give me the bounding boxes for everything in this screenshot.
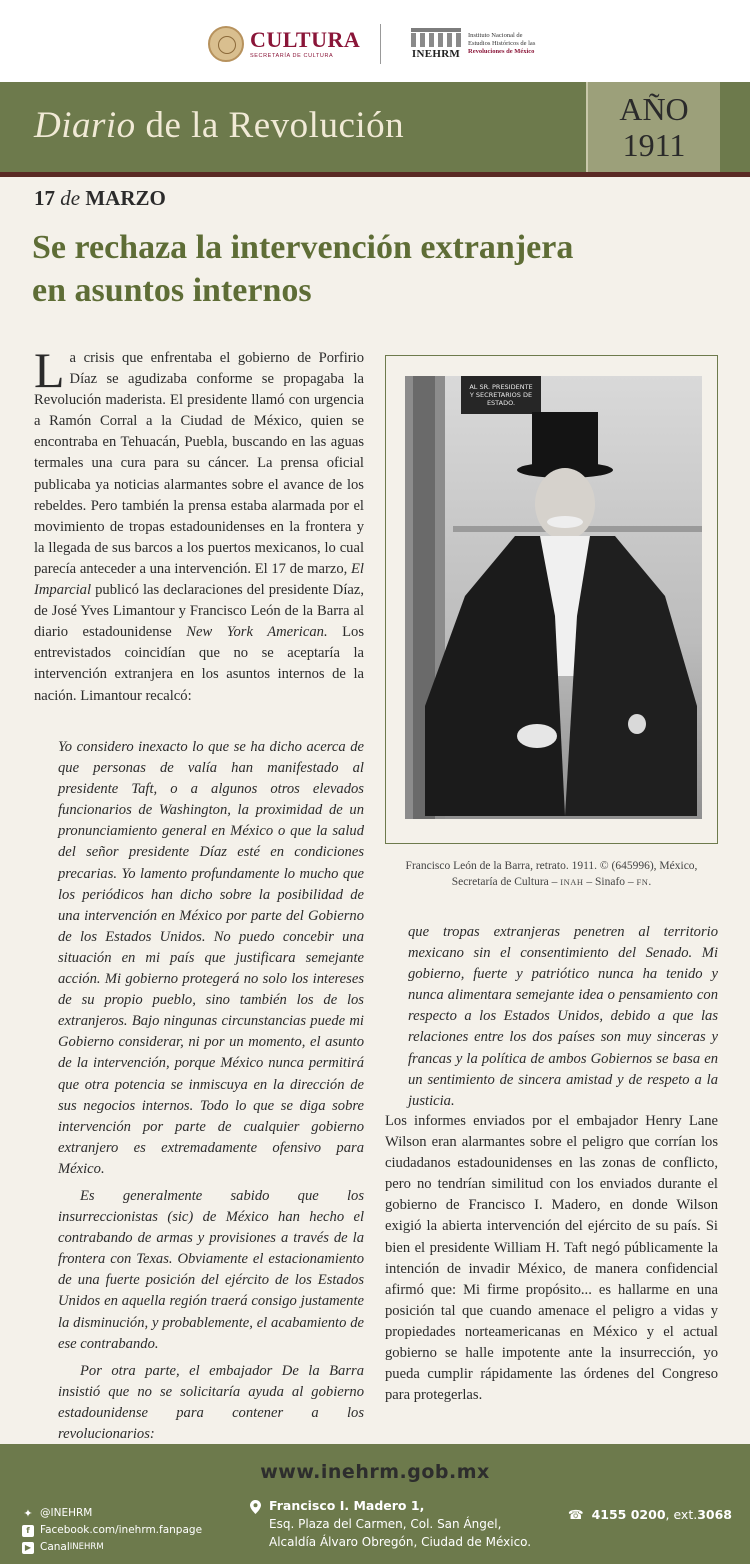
portrait-figure (405, 376, 702, 819)
intro-paragraph: La crisis que enfrentaba el gobierno de Porfirio Díaz se agudizaba conforme se propagaba la Revolución maderista. El presidente llamó con urgencia a Ramón Corral a la Ciudad de México, quien se encontraba en Tehuacán, Puebla, buscando en las aguas termales una cura para su cáncer. La prensa oficial publicaba ya noticias alarmantes sobre el avance de los rebeldes. Pero también la prensa estaba alarmada por el movimiento de tropas estadounidenses en la frontera y la llegada de sus barcos a los puertos mexicanos, lo cual parecía anteceder a una intervención. El 17 de marzo, El Imparcial publicó las declaraciones del presidente Díaz, de José Yves Limantour y Francisco León de la Barra al diario estadounidense New York American. Los entrevistados coincidían que no se aceptaría la intervención extranjera en los asuntos internos de la nación. Limantour recalcó: (34, 342, 365, 704)
banner-rule (0, 172, 750, 177)
closing-paragraph: Los informes enviados por el embajador Henry Lane Wilson eran alarmantes sobre el peligro que corrían los ciudadanos estadounidenses en las zonas de conflicto, pero no tendrían similitud con los enviados durante el gobierno de Francisco I. Madero, en donde Wilson exigió la abierta intervención del ejército de su país. Si bien el presidente William H. Taft negó públicamente la intención de invadir México, de manera confidencial afirmó que: Mi firme propósito... es hallarme en una posición tal que cuando amenace el peligro a vidas y propiedades norteamericanas en México y el actual gobierno se halle impotente ante la insurrección, yo pueda cumplir rápidamente las órdenes del Congreso para protegerlas. (385, 1113, 718, 1404)
inehrm-logo[interactable] (408, 28, 535, 60)
location-pin-icon (250, 1500, 261, 1514)
facebook-link[interactable]: f Facebook.com/inehrm.fanpage (22, 1522, 202, 1539)
inehrm-fullname: Instituto Nacional de Estudios Históricos de las Revoluciones de México (468, 32, 536, 55)
inehrm-wordmark: INEHRM (411, 48, 461, 60)
website-link[interactable]: www.inehrm.gob.mx (260, 1461, 490, 1483)
portrait-photo[interactable] (405, 376, 702, 819)
de-la-barra-quote-continued: que tropas extranjeras penetren al territorio mexicano sin el consentimiento del Senado. Mi gobierno, fuerte y patriótico nunca ha tenido y nunca alimentara semejante idea o pensamiento con respecto a los Estados Unidos, debido a que las relaciones entre los dos países son muy sinceras y francas y la política de ambos Gobiernos se basa en un sentimiento de sincera amistad y de respeto a la justicia. (408, 924, 718, 1109)
building-icon (408, 28, 464, 60)
year-value: 1911 (622, 127, 686, 163)
phone-number[interactable]: ☎ 4155 0200 , ext. 3068 (568, 1507, 733, 1522)
cultura-subtitle: SECRETARÍA DE CULTURA (250, 52, 334, 59)
phone-icon: ☎ (568, 1507, 584, 1522)
photo-frame (385, 355, 718, 844)
article-headline: Se rechaza la intervención extranjera en asuntos internos (32, 229, 574, 309)
eagle-seal-icon (208, 26, 244, 62)
twitter-link[interactable]: ✦ @INEHRM (23, 1507, 93, 1520)
youtube-icon: ▶ (22, 1542, 34, 1554)
drop-cap: L (34, 342, 65, 398)
cultura-wordmark: CULTURA (250, 26, 361, 52)
facebook-icon: f (22, 1525, 34, 1537)
photo-sign: AL SR. PRESIDENTE Y SECRETARIOS DE ESTADO. (461, 376, 541, 414)
year-box (586, 82, 720, 172)
photo-caption: Francisco León de la Barra, retrato. 1911. © (645996), México, Secretaría de Cultura – INAH – Sinafo – FN. (405, 860, 698, 888)
quote-paragraph: Por otra parte, el embajador De la Barra insistió que no se solicitaría ayuda al gobierno estadounidense para contener a los revolucionarios: (58, 1362, 364, 1442)
publication-title: Diario de la Revolución (34, 105, 405, 146)
twitter-icon: ✦ (23, 1507, 33, 1520)
header (0, 0, 750, 82)
quote-paragraph: Es generalmente sabido que los insurreccionistas (sic) de México han hecho el contrabando de armas y provisiones a través de la frontera con Texas. Obviamente el estacionamiento de una fuerte posición del ejército de los Estados Unidos en aquella región traerá consigo justamente la disminución, y probablemente, el acabamiento de ese contrabando. (58, 1187, 364, 1352)
address: Francisco I. Madero 1, Esq. Plaza del Carmen, Col. San Ángel, Alcaldía Álvaro Obregón, Ciudad de México. (250, 1497, 531, 1551)
youtube-link[interactable]: ▶ Canal INEHRM (22, 1539, 202, 1556)
social-links (22, 1505, 202, 1556)
cultura-logo[interactable] (208, 24, 360, 64)
article-date: 17 de MARZO (34, 186, 166, 210)
year-label: AÑO (619, 91, 689, 127)
quote-paragraph: Yo considero inexacto lo que se ha dicho acerca de que personas de valía han manifestado al presidente Taft, o a algunos otros elevados funcionarios de Washington, la proximidad de un pronunciamiento general en México o que la salud del señor presidente Díaz esté en condiciones precarias. Yo lamento profundamente lo mucho que los periódicos han dicho sobre la posibilidad de una intervención en México por parte del Gobierno de los Estados Unidos. No puedo concebir una situación en mi país que justificara semejante acción. Mi gobierno protegerá no solo los intereses de su propio pueblo, sino también los de los extranjeros. Bajo ningunas circunstancias puede mi Gobierno considerar, ni por un momento, el asunto de la intervención, porque México nunca permitirá que otra potencia se inmiscuya en la dirección de sus negocios internos. Todo lo que se diga sobre intervención por parte de cualquier gobierno extranjero es extremadamente ofensivo para México. (58, 739, 364, 1177)
limantour-quote (58, 737, 364, 1514)
header-divider (380, 24, 381, 64)
